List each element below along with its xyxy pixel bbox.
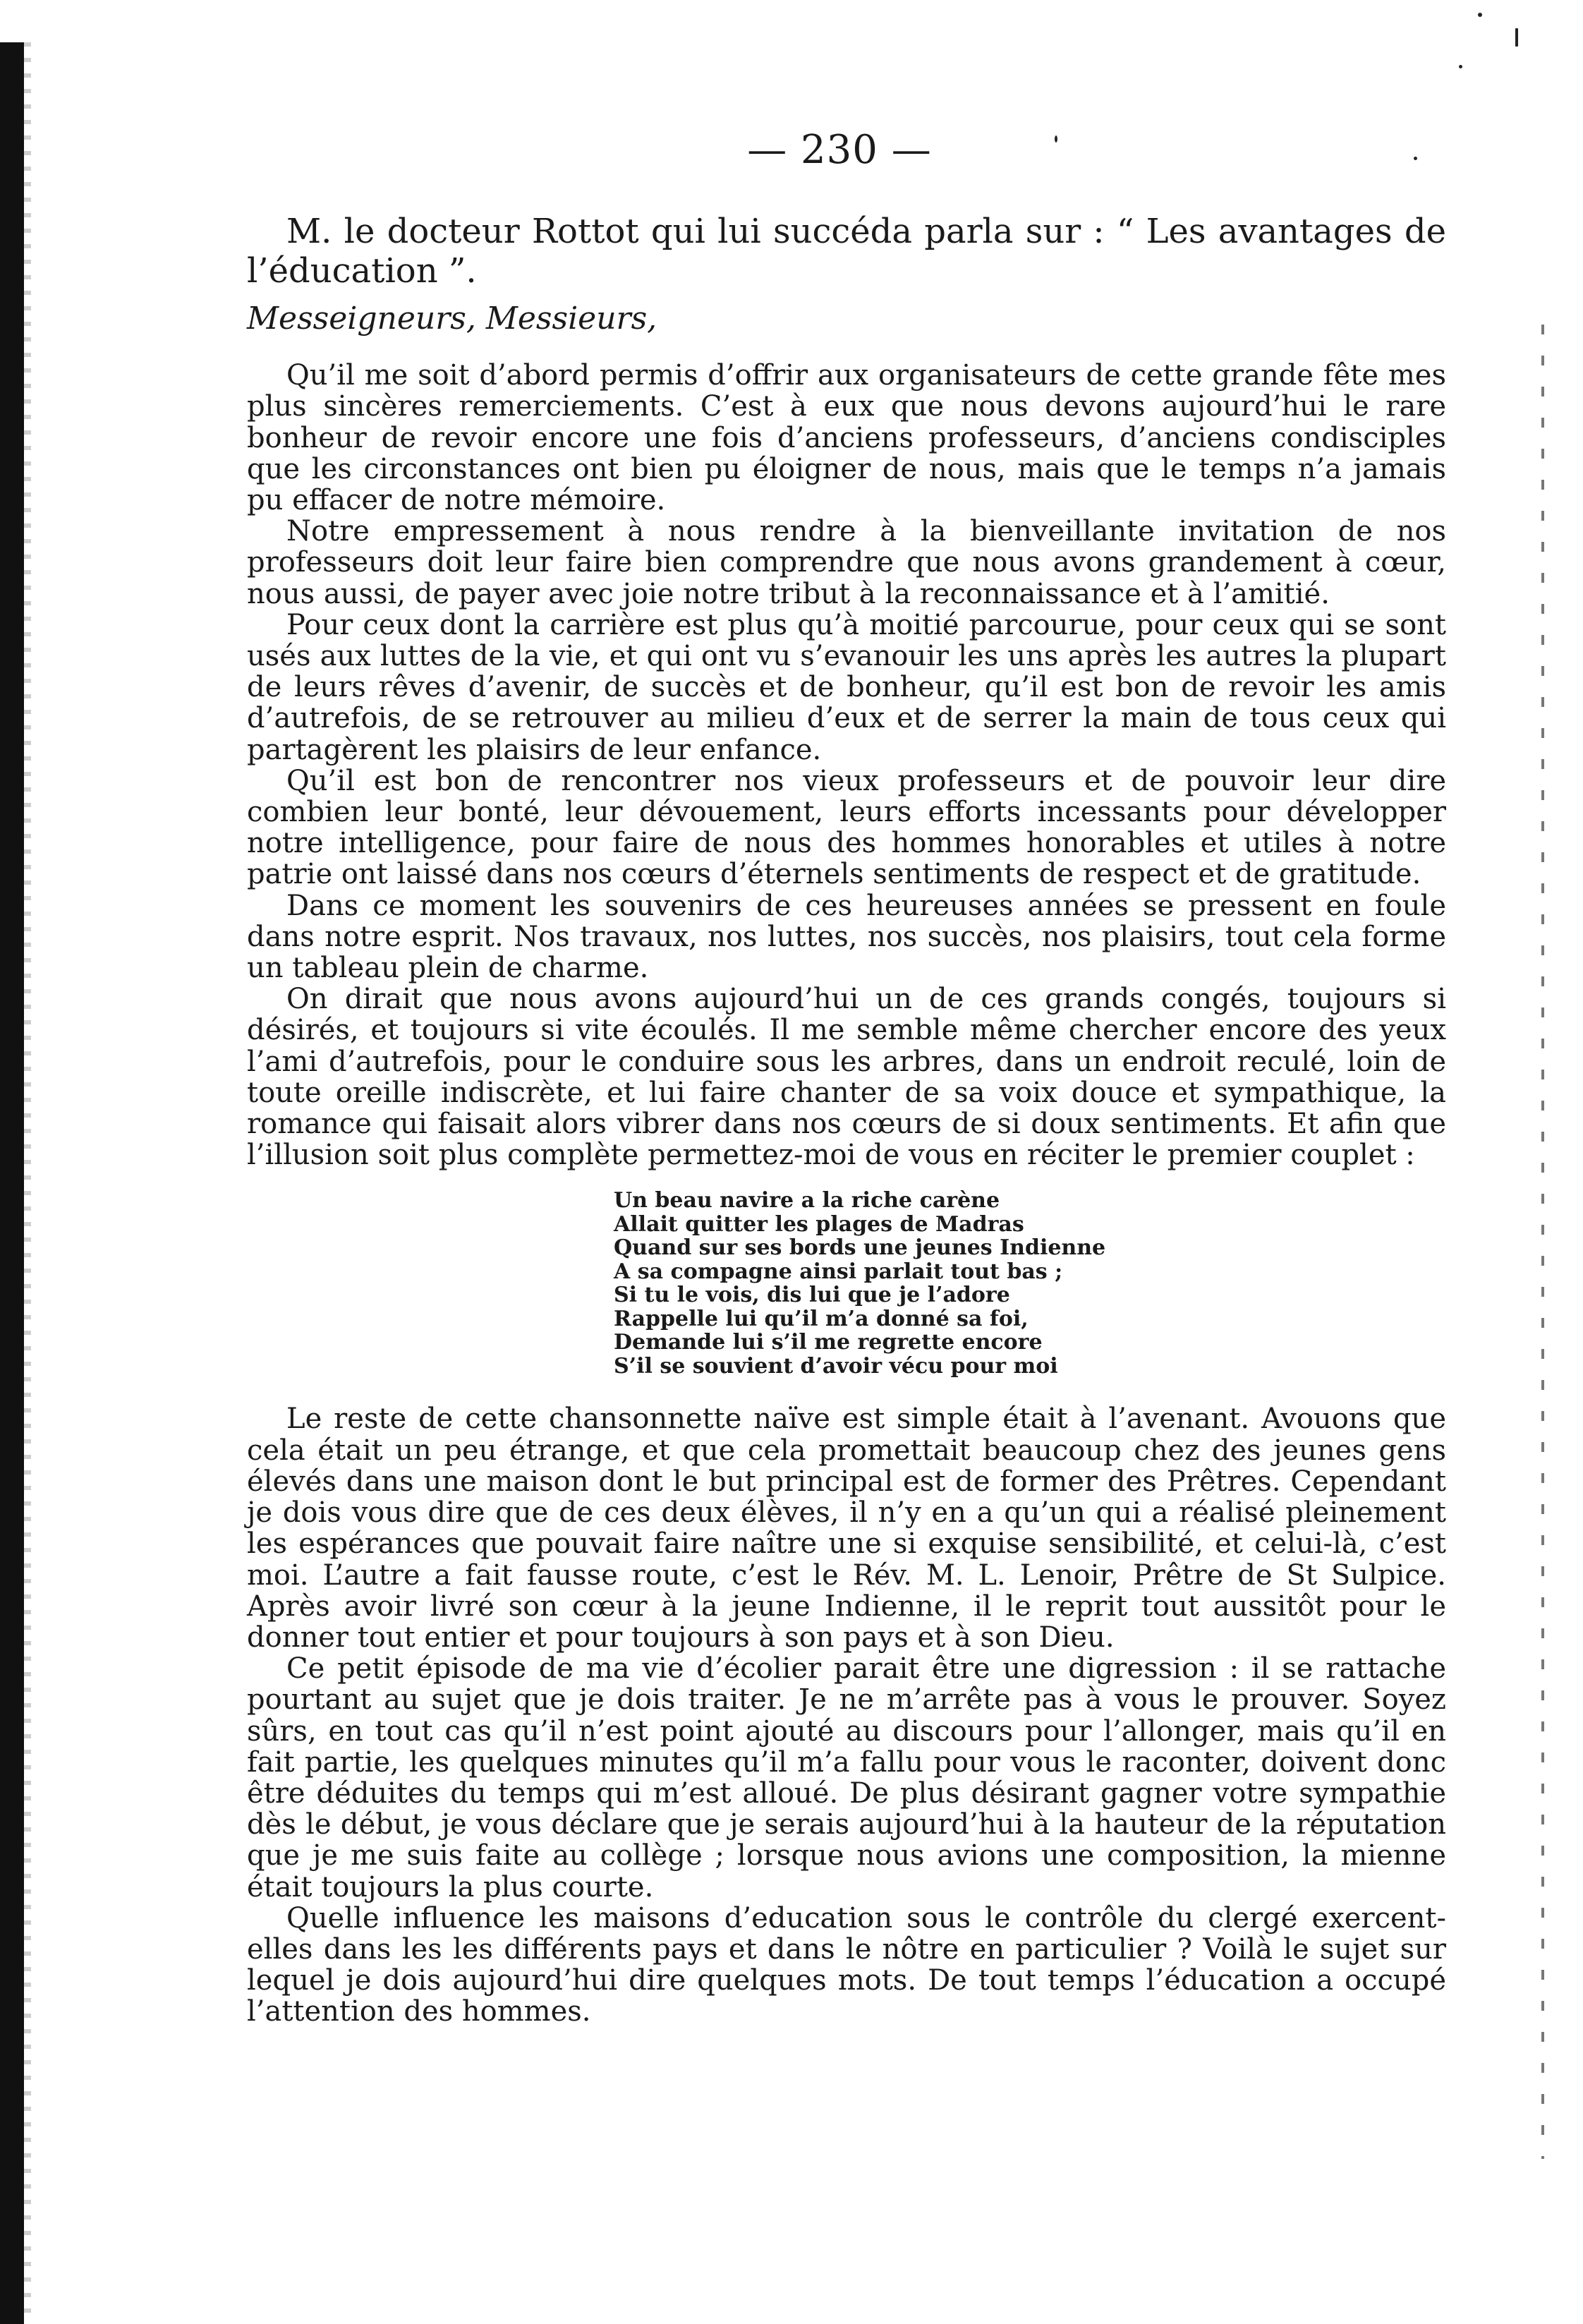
page-body [247, 212, 1446, 2028]
paragraph: Qu’il est bon de rencontrer nos vieux professeurs et de pouvoir leur dire combien leur bonté, leur dévouement, leurs efforts incessants pour développer notre intelligence, pour faire de nous des hommes honorables et utiles à notre patrie ont laissé dans nos cœurs d’éternels sentiments de respect et de gratitude. [247, 764, 1446, 891]
scan-left-edge [0, 42, 24, 2324]
scan-right-marks [1541, 325, 1544, 2159]
paragraph: Ce petit épisode de ma vie d’écolier parait être une digression : il se rattache pourtant au sujet que je dois traiter. Je ne m’arrête pas à vous le prouver. Soyez sûrs, en tout cas qu’il n’est point ajouté au discours pour l’allonger, mais qu’il en fait partie, les quelques minutes qu’il m’a fallu pour vous le raconter, doivent donc être déduites du temps qui m’est alloué. De plus désirant gagner votre sympathie dès le début, je vous déclare que je serais aujourd’hui à la hauteur de la réputation que je me suis faite au collège ; lorsque nous avions une composition, la mienne était toujours la plus courte. [247, 1652, 1446, 1904]
paragraph: Quelle influence les maisons d’education sous le contrôle du clergé exercent-elles dans les les différents pays et dans le nôtre en particulier ? Voilà le sujet sur lequel je dois aujourd’hui dire quelques mots. De tout temps l’éducation a occupé l’attention des hommes. [247, 1901, 1446, 2028]
paragraph: Notre empressement à nous rendre à la bienveillante invitation de nos professeurs doit leur faire bien comprendre que nous avons grandement à cœur, nous aussi, de payer avec joie notre tribut à la reconnaissance et à l’amitié. [247, 515, 1446, 610]
page-number: — 230 — [747, 127, 932, 173]
scan-speck [1459, 65, 1462, 68]
scan-left-shadow [24, 42, 31, 2324]
paragraph: Pour ceux dont la carrière est plus qu’à moitié parcourue, pour ceux qui se sont usés aux luttes de la vie, et qui ont vu s’evanouir les uns après les autres la plupart de leurs rêves d’avenir, de succès et de bonheur, qu’il est bon de revoir les amis d’autrefois, de se retrouver au milieu d’eux et de serrer la main de tous ceux qui partagèrent les plaisirs de leur enfance. [247, 608, 1446, 766]
scan-speck [1515, 28, 1518, 47]
scan-speck [1478, 13, 1482, 17]
scan-speck [1055, 135, 1057, 143]
poem-line: Si tu le vois, dis lui que je l’adore [614, 1283, 1010, 1308]
poem-line: Quand sur ses bords une jeunes Indienne [614, 1235, 1106, 1261]
poem-line: S’il se souvient d’avoir vécu pour moi [614, 1353, 1058, 1379]
poem-stanza [614, 1189, 1446, 1378]
paragraph: Qu’il me soit d’abord permis d’offrir aux organisateurs de cette grande fête mes plus sincères remerciements. C’est à eux que nous devons aujourd’hui le rare bonheur de revoir encore une fois d’anciens professeurs, d’anciens condisciples que les circonstances ont bien pu éloigner de nous, mais que le temps n’a jamais pu effacer de notre mémoire. [247, 359, 1446, 517]
poem-line: A sa compagne ainsi parlait tout bas ; [614, 1259, 1063, 1284]
poem-line: Un beau navire a la riche carène [614, 1188, 1000, 1214]
scan-speck [1414, 157, 1417, 160]
poem-line: Rappelle lui qu’il m’a donné sa foi, [614, 1306, 1029, 1331]
salutation: Messeigneurs, Messieurs, [247, 301, 657, 337]
poem-line: Allait quitter les plages de Madras [614, 1211, 1024, 1237]
paragraph: On dirait que nous avons aujourd’hui un de ces grands congés, toujours si désirés, et toujours si vite écoulés. Il me semble même chercher encore des yeux l’ami d’autrefois, pour le conduire sous les arbres, dans un endroit reculé, loin de toute oreille indiscrète, et lui faire chanter de sa voix douce et sympathique, la romance qui faisait alors vibrer dans nos cœurs de si doux sentiments. Et afin que l’illusion soit plus complète permettez-moi de vous en réciter le premier couplet : [247, 983, 1446, 1172]
poem-line: Demande lui s’il me regrette encore [614, 1330, 1043, 1355]
intro-line: M. le docteur Rottot qui lui succéda parla sur : “ Les avantages de l’éducation ”. [247, 212, 1446, 291]
paragraph: Le reste de cette chansonnette naïve est simple était à l’avenant. Avouons que cela était un peu étrange, et que cela promettait beaucoup chez des jeunes gens élevés dans une maison dont le but principal est de former des Prêtres. Cependant je dois vous dire que de ces deux élèves, il n’y en a qu’un qui a réalisé pleinement les espérances que pouvait faire naître une si exquise sensibilité, et celui-là, c’est moi. L’autre a fait fausse route, c’est le Rév. M. L. Lenoir, Prêtre de St Sulpice. Après avoir livré son cœur à la jeune Indienne, il le reprit tout aussitôt pour le donner tout entier et pour toujours à son pays et à son Dieu. [247, 1403, 1446, 1654]
paragraph: Dans ce moment les souvenirs de ces heureuses années se pressent en foule dans notre esprit. Nos travaux, nos luttes, nos succès, nos plaisirs, tout cela forme un tableau plein de charme. [247, 889, 1446, 985]
